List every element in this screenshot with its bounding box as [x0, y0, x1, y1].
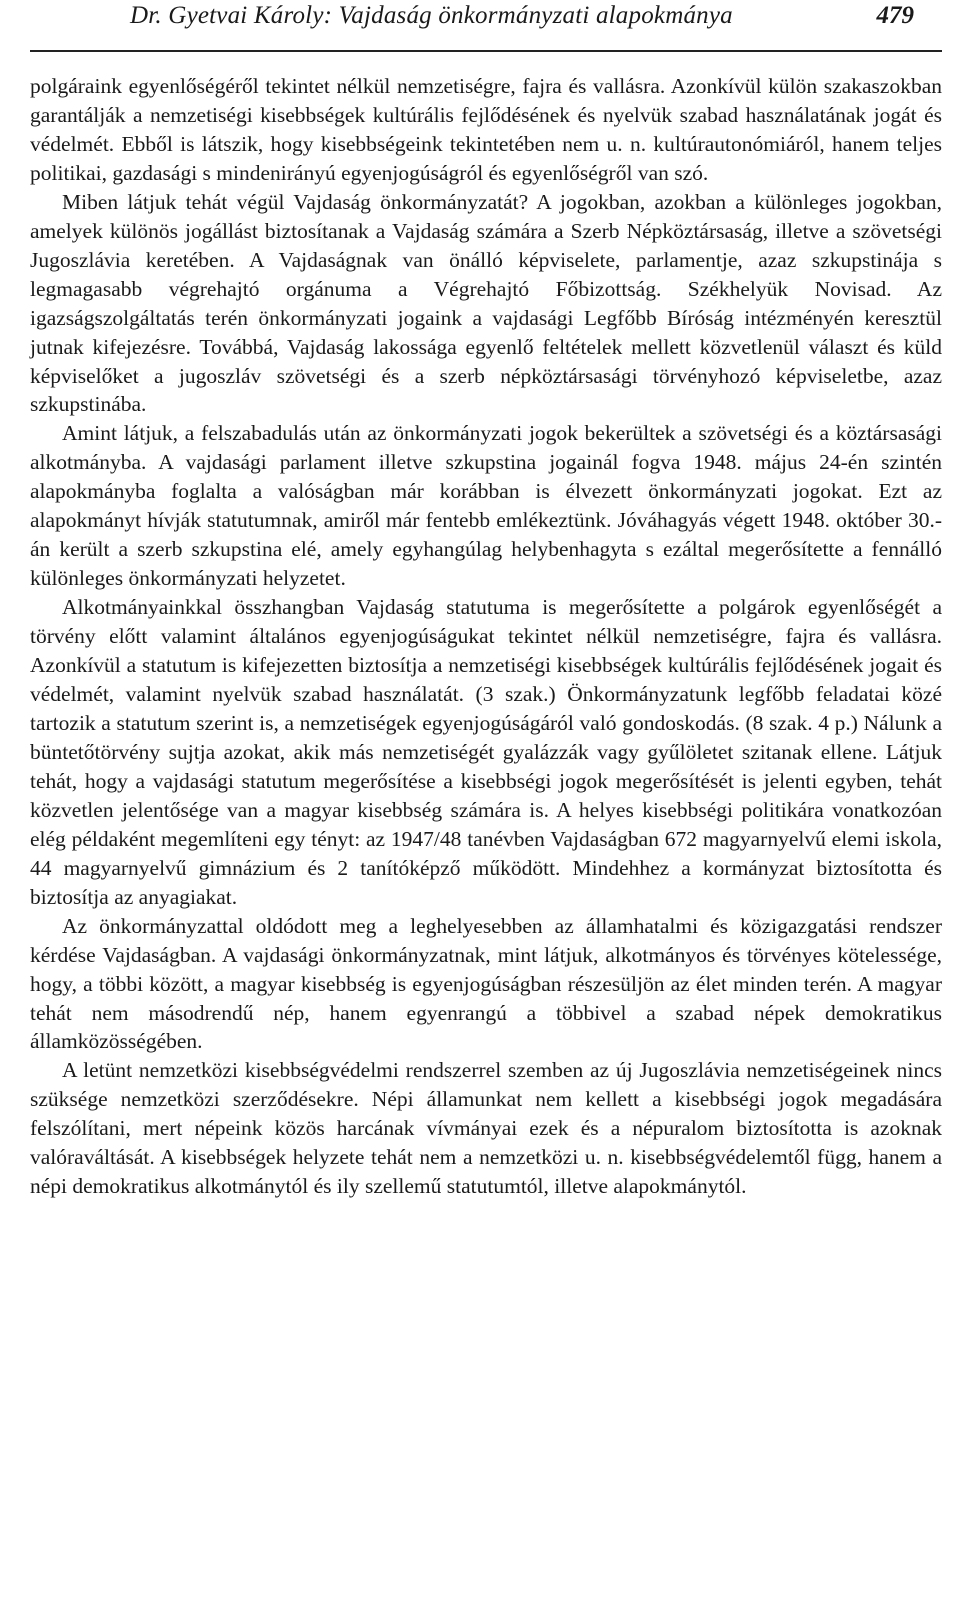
paragraph: A letünt nemzetközi kisebbségvédelmi rendszerrel szemben az új Jugoszlávia nemzetiségeinek nincs szüksége nemzetközi szerződésekre. Népi államunkat nem kellett a kisebbségi jogok megadására felszólítani, mert népeink közös harcának vívmányai ezek és a népuralom biztosította is azoknak valóraváltását. A kisebbségek helyzete tehát nem a nemzetközi u. n. kisebbségvédelemtől függ, hanem a népi demokratikus alkotmánytól és ily szellemű statutumtól, illetve alapokmánytól. [30, 1058, 942, 1199]
paragraph: Amint látjuk, a felszabadulás után az önkormányzati jogok bekerültek a szövetségi és a köztársasági alkotmányba. A vajdasági parlament illetve szkupstina jogainál fogva 1948. május 24-én szintén alapokmányba foglalta a valóságban már korábban is élvezett önkormányzati jogokat. Ezt az alapokmányt hívják statutumnak, amiről már fentebb emlékeztünk. Jóváhagyás végett 1948. október 30.-án került a szerb szkupstina elé, amely egyhangúlag helybenhagyta s ezáltal megerősítette a fennálló különleges önkormányzati helyzetet. [30, 421, 942, 591]
paragraph: Az önkormányzattal oldódott meg a leghelyesebben az államhatalmi és közigazgatási rendszer kérdése Vajdaságban. A vajdasági önkormányzatnak, mint látjuk, alkotmányos és törvényes kötelessége, hogy, a többi között, a magyar kisebbség is egyenjogúságban részesüljön az élet minden terén. A magyar tehát nem másodrendű nép, hanem egyenrangú a többivel a szabad népek demokratikus államközösségében. [30, 913, 942, 1054]
paragraph: Alkotmányainkkal összhangban Vajdaság statutuma is megerősítette a polgárok egyenlőségét a törvény előtt valamint általános egyenjogúságukat tekintet nélkül nemzetiségre, fajra és vallásra. Azonkívül a statutum is kifejezetten biztosítja a nemzetiségi kisebbségek kultúrális fejlődésének jogait és védelmét, valamint nyelvük szabad használatát. (3 szak.) Önkormányzatunk legfőbb feladatai közé tartozik a statutum szerint is, a nemzetiségek egyenjogúságáról való gondoskodás. (8 szak. 4 p.) Nálunk a büntetőtörvény sujtja azokat, akik más nemzetiségét gyalázzák vagy gyűlöletet szitanak ellene. Látjuk tehát, hogy a vajdasági statutum megerősítése a kisebbségi jogok megerősítését is jelenti egyben, tehát közvetlen jelentősége van a magyar kisebbség számára is. A helyes kisebbségi politikára vonatkozóan elég példaként megemlíteni egy tényt: az 1947/48 tanévben Vajdaságban 672 magyarnyelvű elemi iskola, 44 magyarnyelvű gimnázium és 2 tanítóképző működött. Mindehhez a kormányzat biztosította és biztosítja az anyagiakat. [30, 595, 942, 909]
running-title: Dr. Gyetvai Károly: Vajdaság önkormányzati alapokmánya [130, 2, 733, 29]
paragraph: polgáraink egyenlőségéről tekintet nélkül nemzetiségre, fajra és vallásra. Azonkívül külön szakaszokban garantálják a nemzetiségi kisebbségek kultúrális fejlődésének és nyelvük szabad használatának jogát és védelmét. Ebből is látszik, hogy kisebbségeink tekintetében nem u. n. kultúrautonómiáról, hanem teljes politikai, gazdasági s mindenirányú egyenjogúságról és egyenlőségről van szó. [30, 74, 942, 185]
page-number: 479 [876, 2, 914, 29]
running-header [30, 0, 942, 52]
paragraph: Miben látjuk tehát végül Vajdaság önkormányzatát? A jogokban, azokban a különleges jogokban, amelyek különös jogállást biztosítanak a Vajdaság számára a Szerb Népköztársaság, illetve a szövetségi Jugoszlávia keretében. A Vajdaságnak van önálló képviselete, parlamentje, azaz szkupstinája s legmagasabb végrehajtó orgánuma a Végrehajtó Főbizottság. Székhelyük Novisad. Az igazságszolgáltatás terén önkormányzati jogaink a vajdasági Legfőbb Bíróság intézményén keresztül jutnak kifejezésre. Továbbá, Vajdaság lakossága egyenlő feltételek mellett közvetlenül választ és küld képviselőket a jugoszláv szövetségi és a szerb népköztársasági törvényhozó képviseletbe, azaz szkupstinába. [30, 189, 942, 417]
body-text [30, 72, 942, 1201]
